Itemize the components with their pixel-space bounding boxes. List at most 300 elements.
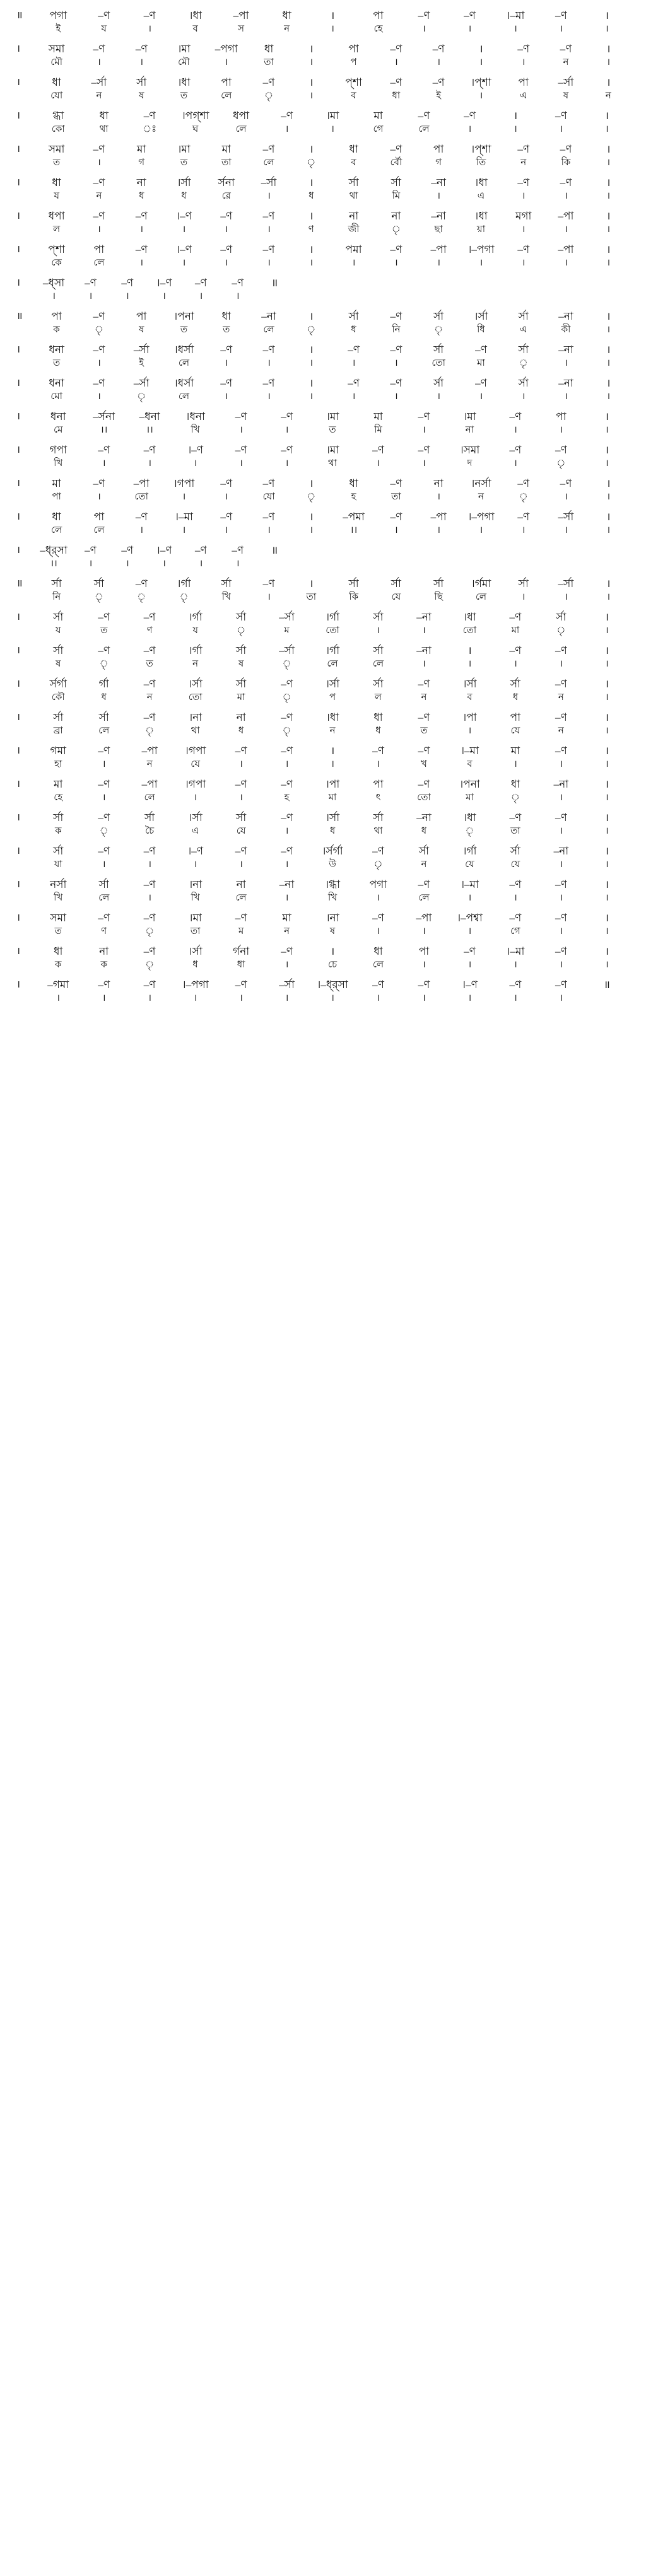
lyric-text: ত	[329, 425, 336, 435]
notation-cell	[538, 744, 584, 771]
swara-text: র্সর্গা	[49, 678, 67, 690]
lyric-text: ধি	[477, 325, 485, 335]
swara-text: –ণ	[143, 912, 156, 924]
notation-cell	[460, 376, 502, 404]
notation-cell	[493, 711, 538, 738]
lyric-text: ন	[558, 692, 564, 702]
notation-cell	[264, 677, 309, 704]
swara-text: –না	[279, 878, 295, 890]
lyric-text: মৌ	[50, 57, 62, 67]
swara-text: র্সা	[93, 578, 104, 590]
notation-cell	[418, 76, 460, 103]
notation-cells	[35, 276, 293, 303]
notation-cell	[587, 143, 630, 170]
lyric-text: ধা	[237, 960, 245, 970]
lyric-text: ষ	[56, 659, 61, 669]
lyric-text: ।	[606, 525, 611, 535]
lyric-text: কে	[51, 258, 62, 268]
swara-text: –র্সা	[261, 177, 277, 189]
notation-cells	[35, 109, 630, 136]
lyric-text: ব	[351, 158, 356, 168]
lyric-text: নি	[52, 592, 61, 602]
swara-text: ।মা	[177, 143, 191, 155]
notation-cell	[163, 76, 205, 103]
notation-cell	[247, 76, 290, 103]
swara-text: ।	[604, 812, 609, 824]
lyric-text: ।	[394, 57, 398, 67]
lyric-text: ধ	[138, 191, 144, 201]
lyric-text: ।	[235, 559, 240, 569]
swara-text: পা	[93, 243, 105, 255]
swara-text: র্সা	[98, 711, 109, 723]
swara-text: ।	[309, 310, 314, 322]
notation-cell	[418, 376, 460, 404]
swara-text: –ধ্র্সা	[40, 544, 68, 556]
swara-text: ধা	[264, 43, 274, 55]
notation-cell	[310, 711, 355, 738]
lyric-text: ।	[605, 692, 609, 702]
swara-text: ।মা	[326, 411, 339, 423]
notation-cell	[35, 577, 78, 604]
line-marker: ।	[16, 177, 20, 188]
lyric-text: ।	[267, 592, 271, 602]
notation-cells	[35, 644, 630, 671]
swara-text: ।–মা	[506, 945, 525, 957]
notation-cell	[172, 844, 218, 871]
notation-cells	[35, 42, 630, 69]
swara-text: সমা	[48, 143, 65, 155]
lyric-text: ।	[514, 425, 517, 435]
lyric-text: ধ	[512, 692, 519, 702]
lyric-text: ।	[559, 893, 563, 903]
swara-text: –ণ	[555, 110, 567, 122]
notation-cell	[120, 143, 163, 170]
swara-text: ।–ণ	[187, 444, 204, 456]
lyric-text: ব	[467, 759, 473, 769]
notation-cell	[544, 577, 587, 604]
lyric-text: ।	[521, 224, 526, 235]
swara-text: ।ধনা	[185, 411, 205, 423]
notation-cell	[587, 343, 630, 370]
lyric-text: ৃ	[145, 960, 155, 970]
notation-cell	[182, 276, 219, 303]
swara-text: ।–ণ	[156, 544, 172, 556]
lyric-text: ।	[309, 525, 314, 535]
lyric-text: ।	[422, 425, 426, 435]
swara-text: ।	[606, 377, 611, 389]
swara-text: –র্সা	[279, 644, 295, 656]
lyric-text: ।	[351, 358, 356, 368]
swara-text: –ণ	[235, 979, 247, 991]
lyric-text: লে	[418, 893, 430, 903]
notation-cell	[544, 243, 587, 270]
lyric-text: ।।	[100, 425, 108, 435]
lyric-text: লে	[235, 893, 247, 903]
lyric-text: ।	[224, 358, 228, 368]
swara-text: ।	[604, 678, 609, 690]
swara-text: ।র্গমা	[471, 578, 491, 590]
lyric-text: লে	[372, 960, 384, 970]
notation-line	[16, 610, 630, 638]
swara-text: –ণ	[418, 444, 430, 456]
lyric-text: গে	[373, 124, 384, 134]
swara-text: –না	[558, 377, 573, 389]
notation-line	[16, 310, 630, 337]
notation-line	[16, 510, 630, 537]
swara-text: –র্সা	[133, 344, 150, 356]
notation-cells	[35, 711, 630, 738]
swara-text: ধনা	[50, 411, 66, 423]
lyric-text: ।	[239, 759, 243, 769]
notation-cell	[264, 811, 309, 838]
swara-text: ।	[467, 644, 472, 656]
swara-text: ।	[606, 177, 611, 189]
swara-text: –ণ	[560, 177, 572, 189]
swara-text: –ণ	[281, 411, 293, 423]
lyric-text: ধ	[181, 191, 187, 201]
swara-text: র্সা	[433, 344, 444, 356]
swara-text: –ণ	[143, 644, 156, 656]
lyric-text: মা	[237, 692, 245, 702]
notation-cell	[218, 811, 264, 838]
notation-cell	[35, 9, 81, 36]
lyric-text: এ	[477, 191, 485, 201]
notation-cell	[584, 9, 630, 36]
lyric-text: ।	[514, 458, 517, 469]
notation-cell	[127, 443, 172, 470]
notation-cell	[81, 9, 126, 36]
notation-cell	[447, 9, 492, 36]
lyric-text: ।	[559, 860, 563, 870]
lyric-text: ।	[605, 893, 609, 903]
notation-line	[16, 644, 630, 671]
notation-line	[16, 76, 630, 103]
lyric-text: য	[192, 626, 198, 636]
notation-line	[16, 176, 630, 203]
notation-cell	[218, 443, 264, 470]
lyric-text: ।	[239, 860, 243, 870]
lyric-text: ন	[478, 492, 484, 502]
swara-text: –ণ	[220, 477, 233, 489]
lyric-text: ।	[102, 759, 106, 769]
lyric-text: ।	[309, 91, 314, 101]
notation-cells	[35, 310, 630, 337]
swara-text: ।–মা	[460, 878, 479, 890]
lyric-text: ।	[605, 659, 609, 669]
swara-text: –ণ	[195, 277, 207, 289]
lyric-text: ষ	[238, 659, 244, 669]
swara-text: –ণ	[509, 411, 522, 423]
swara-text: –ণ	[143, 678, 156, 690]
lyric-text: এ	[520, 91, 527, 101]
notation-cell	[332, 477, 375, 504]
lyric-text: ।	[606, 492, 611, 502]
notation-cell	[220, 276, 256, 303]
lyric-text: না	[465, 425, 474, 435]
swara-text: ।	[606, 43, 611, 55]
notation-cell	[35, 778, 81, 805]
line-marker: ॥	[16, 311, 22, 322]
notation-cell	[127, 844, 172, 871]
lyric-text: ৃ	[99, 826, 109, 836]
notation-cells	[35, 376, 630, 404]
lyric-text: ।	[479, 91, 483, 101]
notation-cell	[35, 878, 81, 905]
notation-cell	[127, 811, 172, 838]
lyric-text: পা	[52, 492, 61, 502]
lyric-text: ৃ	[307, 158, 316, 168]
swara-text: ধা	[99, 110, 109, 122]
notation-cell	[163, 343, 205, 370]
line-marker: ।	[16, 812, 20, 823]
swara-text: –ণ	[372, 912, 384, 924]
swara-text: না	[99, 945, 109, 957]
lyric-text: ।	[605, 960, 609, 970]
swara-text: ।র্সা	[188, 678, 203, 690]
notation-cell	[81, 978, 126, 1005]
lyric-text: খ	[421, 759, 427, 769]
lyric-text: যো	[50, 91, 63, 101]
notation-cell	[355, 443, 401, 470]
notation-cell	[78, 176, 120, 203]
lyric-text: ন	[96, 91, 102, 101]
notation-cell	[218, 978, 264, 1005]
line-marker: ।	[16, 612, 20, 622]
lyric-text: মো	[50, 392, 63, 402]
lyric-text: ।	[148, 458, 152, 469]
swara-text: –ণ	[281, 845, 293, 857]
lyric-text: চে	[327, 960, 338, 970]
swara-text: ।মা	[463, 411, 476, 423]
swara-text: –ণ	[93, 177, 105, 189]
notation-cell	[35, 711, 81, 738]
swara-text: –ণ	[390, 377, 402, 389]
notation-cell	[587, 477, 630, 504]
lyric-text: লে	[263, 325, 274, 335]
notation-cell	[218, 878, 264, 905]
notation-line	[16, 945, 630, 972]
lyric-text: ।	[422, 659, 426, 669]
swara-text: র্সা	[144, 812, 155, 824]
swara-text: –না	[416, 644, 432, 656]
lyric-text: ৃ	[237, 626, 246, 636]
notation-cell	[290, 477, 332, 504]
lyric-text: ।	[605, 626, 609, 636]
swara-text: –ণ	[517, 177, 530, 189]
swara-text: র্সা	[373, 678, 384, 690]
swara-text: –পা	[558, 243, 574, 255]
notation-cell	[35, 143, 78, 170]
notation-cell	[264, 9, 309, 36]
notation-cell	[264, 744, 309, 771]
lyric-text: ক	[100, 960, 107, 970]
notation-cell	[35, 811, 81, 838]
lyric-text: ণ	[308, 224, 314, 235]
lyric-text: ত	[54, 926, 62, 936]
notation-cell	[418, 42, 460, 69]
swara-text: ।	[604, 644, 609, 656]
notation-cell	[310, 9, 355, 36]
lyric-text: ৃ	[465, 826, 474, 836]
swara-text: –ণ	[143, 979, 156, 991]
swara-text: র্সা	[51, 578, 62, 590]
lyric-text: লে	[372, 659, 384, 669]
notation-cell	[447, 644, 492, 671]
swara-text: গপা	[49, 444, 68, 456]
notation-cell	[418, 209, 460, 236]
lyric-text: ।	[514, 893, 517, 903]
swara-text: –ণ	[262, 76, 275, 88]
notation-cell	[375, 510, 417, 537]
lyric-text: মি	[392, 191, 401, 201]
lyric-text: লে	[98, 726, 110, 736]
notation-cell	[205, 243, 247, 270]
notation-cell	[544, 477, 587, 504]
lyric-text: ।	[239, 793, 243, 803]
notation-cells	[35, 510, 630, 537]
swara-text: –ণ	[560, 43, 572, 55]
lyric-text: হে	[54, 793, 63, 803]
lyric-text: ।	[376, 626, 380, 636]
notation-line	[16, 42, 630, 69]
swara-text: ধা	[54, 945, 63, 957]
lyric-text: ।	[376, 993, 380, 1003]
lyric-text: ।	[437, 392, 441, 402]
lyric-text: এ	[191, 826, 199, 836]
swara-text: ধনা	[49, 377, 64, 389]
swara-text: ।ধা	[463, 611, 476, 623]
notation-cell	[447, 844, 492, 871]
lyric-text: ব	[192, 24, 198, 34]
lyric-text: ।	[605, 860, 609, 870]
notation-cell	[163, 176, 205, 203]
notation-cell	[538, 9, 584, 36]
notation-cell	[493, 744, 538, 771]
notation-cell	[78, 577, 120, 604]
lyric-text: ।	[605, 826, 609, 836]
line-marker: ।	[16, 846, 20, 856]
swara-text: –ণ	[517, 243, 530, 255]
lyric-text: হ	[351, 492, 356, 502]
lyric-text: ।	[479, 258, 483, 268]
notation-cell	[146, 544, 182, 571]
notation-cell	[401, 945, 447, 972]
notation-cell	[493, 443, 538, 470]
swara-text: ।	[606, 210, 611, 222]
swara-text: –ণ	[143, 444, 156, 456]
swara-text: –ণ	[93, 143, 105, 155]
swara-text: –পা	[416, 912, 432, 924]
notation-cell	[447, 744, 492, 771]
notation-cell	[493, 811, 538, 838]
lyric-text: ক	[54, 960, 62, 970]
line-marker: ।	[16, 645, 20, 656]
lyric-text: ।	[605, 24, 609, 34]
swara-text: –ণ	[517, 477, 530, 489]
swara-text: ।র্সা	[462, 678, 477, 690]
notation-cell	[355, 410, 401, 437]
lyric-text: ।	[564, 191, 568, 201]
notation-cell	[447, 677, 492, 704]
notation-line	[16, 410, 630, 437]
notation-cell	[127, 945, 172, 972]
swara-text: –ণ	[418, 110, 430, 122]
lyric-text: ।	[97, 492, 101, 502]
lyric-text: ।	[559, 759, 563, 769]
swara-text: ।–পগা	[467, 243, 495, 255]
notation-cell	[401, 610, 447, 638]
swara-text: ।মা	[326, 110, 339, 122]
lyric-text: ধ	[351, 325, 356, 335]
notation-cells	[35, 677, 630, 704]
swara-text: –ণ	[509, 611, 522, 623]
line-marker: ॥	[16, 10, 22, 21]
swara-text: –ণ	[464, 9, 476, 21]
notation-cell	[163, 143, 205, 170]
notation-cell	[163, 376, 205, 404]
swara-text: –ণ	[220, 210, 233, 222]
notation-cell	[127, 878, 172, 905]
notation-line	[16, 711, 630, 738]
notation-cell	[218, 844, 264, 871]
notation-cell	[218, 945, 264, 972]
swara-text: –ণ	[560, 477, 572, 489]
lyric-text: ।	[224, 258, 228, 268]
swara-text: –ণ	[93, 310, 105, 322]
swara-text: –ণ	[135, 578, 148, 590]
lyric-text: ।	[102, 860, 106, 870]
lyric-text: ৃ	[94, 325, 103, 335]
lyric-text: ।	[267, 224, 271, 235]
notation-cell	[205, 42, 247, 69]
swara-text: –ণ	[372, 979, 384, 991]
lyric-text: ।	[559, 960, 563, 970]
lyric-text: ৎ	[375, 793, 381, 803]
swara-text: ধা	[52, 511, 61, 523]
swara-text: ।র্গা	[462, 845, 477, 857]
lyric-text: ।	[182, 258, 186, 268]
swara-text: –ণ	[555, 945, 567, 957]
notation-cell	[332, 176, 375, 203]
lyric-text: দ	[467, 458, 473, 469]
swara-text: –ণ	[281, 444, 293, 456]
lyric-text: ।	[193, 993, 197, 1003]
swara-text: মগা	[515, 210, 532, 222]
notation-cell	[172, 711, 218, 738]
line-marker: ।	[16, 445, 20, 455]
notation-cell	[172, 610, 218, 638]
notation-cell	[355, 644, 401, 671]
notation-cell	[35, 610, 81, 638]
lyric-text: কি	[561, 158, 571, 168]
notation-cell	[163, 310, 205, 337]
notation-line	[16, 276, 630, 303]
swara-text: –না	[558, 310, 573, 322]
lyric-text: ।	[182, 525, 186, 535]
swara-text: –ণ	[98, 745, 110, 757]
notation-cell	[218, 109, 264, 136]
swara-text: –ণ	[93, 210, 105, 222]
swara-text: ।	[604, 912, 609, 924]
swara-text: –ণ	[390, 310, 402, 322]
notation-cells	[35, 443, 630, 470]
swara-text: –ণ	[93, 43, 105, 55]
line-marker: ।	[16, 478, 20, 489]
notation-cell	[401, 911, 447, 938]
notation-cell	[502, 209, 544, 236]
notation-cell	[35, 42, 78, 69]
swara-text: ।পনা	[459, 778, 480, 790]
